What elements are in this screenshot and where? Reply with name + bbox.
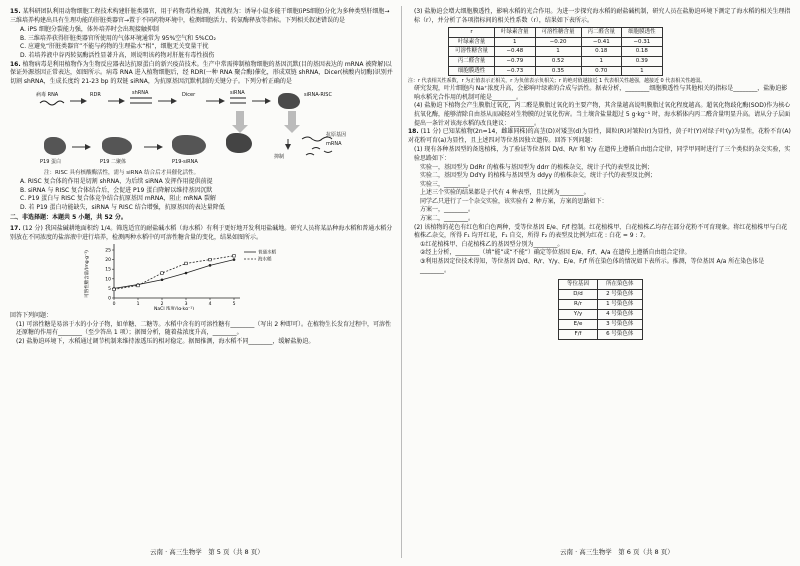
page-divider (401, 6, 402, 558)
q15-option-a: A. iPS 细胞分裂能力强，体外培养时会出现接触抑制 (20, 26, 159, 34)
y-tick-label: 10 (105, 277, 111, 283)
table-header-cell: 等位基因 (559, 280, 598, 290)
q18-line: 上述三个实验的结果都是子代有 4 种表型，且比例为________。 (420, 189, 590, 197)
y-tick-label: 15 (105, 267, 111, 273)
y-tick-label: 5 (108, 286, 111, 292)
table-cell: 1 (495, 37, 536, 47)
q16-note: 注：RISC 具有核酸酶活性，需与 siRNA 结合后才具催化活性。 (44, 170, 200, 177)
diagram-arrows (26, 89, 356, 167)
q18-line: 实验一，基因型为 DdRr 的植株与基因型为 ddrr 的植株杂交，统计子代的表型及比例； (420, 163, 654, 171)
q17-sub-2: (2) 盐胁迫环境下，水稻通过调节机制来维持渗透压的相对稳定。据图推测，海水稻不同________，缓解盐胁迫。 (16, 337, 315, 345)
table-cell: −0.31 (622, 37, 663, 47)
table-cell: R/r (559, 300, 598, 310)
table-header-cell: 细胞膜透性 (622, 28, 663, 38)
table-cell: 1 (581, 56, 622, 66)
q18-line: ③利用基因定位技术得知，等位基因 D/d、R/r、Y/y、E/e、F/f 所在染色体的情况如下表所示。推测，等位基因 A/a 所在染色体是________。 (420, 258, 765, 274)
label-p19-sirna: P19-siRNA (172, 159, 198, 166)
x-tick-label: 0 (112, 302, 116, 308)
series-line-2 (114, 256, 234, 290)
y-tick-label: 20 (105, 258, 111, 264)
table-cell: 1 号染色体 (598, 300, 643, 310)
table-row (449, 56, 663, 66)
p19-sirna-shape (172, 135, 206, 155)
data-point (137, 284, 140, 287)
table-header-cell: 丙二醛含量 (581, 28, 622, 38)
table-cell: 1 (622, 66, 663, 76)
y-axis-label: 可溶性糖含量/(mg·g⁻¹) (85, 250, 90, 298)
q15-number: 15. (10, 8, 21, 15)
q15-option-b: B. 三维培养获得肝脏类器官所使用的气体环境通常为 95%空气和 5%CO₂ (20, 34, 216, 42)
table-cell: 0.18 (622, 47, 663, 57)
q16-option-d: D. 若 P19 蛋白功能缺失，siRNA 与 RISC 结合增强，抗原基因的表达量降低 (20, 203, 225, 211)
table-cell: 6 号染色体 (598, 330, 643, 340)
label-p19-dimer: P19 二聚体 (100, 159, 126, 166)
q16-option-a: A. RISC 复合体的作用是切割 shRNA，为后续 siRNA 发挥作用提供前提 (20, 177, 213, 185)
label-rdr: RDR (90, 92, 101, 99)
q18-line: (2) 该植物的花色有红色和白色两种，受等位基因 E/e、F/f 控制。红花植株甲、白花植株乙均存在部分花粉不可育现象。将红花植株甲与白花植株乙杂交，所得 F₁ 均开红花，F₁ 自交，所得 F₂ 的表型及比例为红花 : 白花 = 9 : 7。 (414, 223, 788, 240)
left-page (10, 8, 394, 346)
table-cell: 细胞膜透性 (449, 66, 495, 76)
table-cell: 0.39 (622, 56, 663, 66)
q17-answer-intro: 回答下列问题： (10, 312, 53, 320)
table-header-row (449, 28, 663, 38)
section-2-heading: 二、非选择题：本题共 5 小题，共 52 分。 (10, 214, 127, 222)
table-header-cell: r (449, 28, 495, 38)
label-shrna: shRNA (132, 90, 149, 97)
data-point (185, 272, 188, 275)
label-inhibit: 抑制 (274, 154, 285, 161)
sugar-content-chart (80, 244, 310, 310)
q18-stem: 已知某植物(2n=14，雌雄同株)的高茎(D)对矮茎(d)为显性，圆粒(R)对皱粒(r)为显性，黄子叶(Y)对绿子叶(y)为显性，花粉不育(A)对花粉可育(a)为显性，且上述四对等位基因独立遗传。回答下列问题： (408, 128, 791, 144)
q17-sub-1: (1) 可溶性糖是易溶于水的小分子物，如单糖、二糖等。水稻中含有的可溶性糖有________（写出 2 种即可）。在植物生长发育过程中，可溶性还原糖的作用有________（至少答出 1 项）；据图分析，随着盐浓度升高，________。 (16, 320, 392, 337)
q15-stem: 某科研团队利用动物细胞工程技术构建肝脏类器官，用于药物毒性检测，其流程为：诱导小鼠多能干细胞(iPS细胞)分化为多种类型肝细胞→三维培养构建出具有生理功能的肝脏类器官→置于不同药物环境中，检测细胞活力、转氨酶释放等指标。下列相关叙述错误的是 (10, 8, 390, 24)
table-cell: 可溶性糖含量 (449, 47, 495, 57)
table-header-cell: 所在染色体 (598, 280, 643, 290)
table-cell: 叶绿素含量 (449, 37, 495, 47)
footer-page-6: 云南 · 高三生物学 第 6 页（共 8 页） (560, 548, 674, 556)
q17-sub-4: (4) 盐胁迫下植物会产生膜脂过氧化，丙二醛是膜脂过氧化的主要产物，其含量越高说明膜脂过氧化程度越高。超氧化物歧化酶(SOD)作为核心抗氧化酶，能够清除自由基从而减轻对生物膜的过氧化伤害。当土壤含盐量超过 5 g·kg⁻¹ 时，海水稻体内丙二醛含量明显升高。请从分子层面提出一条针对该海水稻的改良建议：________。 (414, 102, 791, 127)
table-row (449, 37, 663, 47)
table-cell: 1 (535, 47, 581, 57)
question-15 (10, 8, 394, 25)
table-row (559, 330, 643, 340)
q15-option-d: D. 若培养液中谷丙转氨酶活性显著升高，则说明该药物对肝脏有毒性损伤 (20, 51, 215, 59)
table-cell: D/d (559, 290, 598, 300)
q18-number: 18. (408, 128, 419, 136)
table-row (559, 310, 643, 320)
table-cell: −0.48 (495, 47, 536, 57)
q18-line: 实验三，________。 (420, 180, 475, 188)
p19-protein-shape (44, 137, 66, 155)
table-row (559, 290, 643, 300)
table-cell: 3 号染色体 (598, 320, 643, 330)
table-cell: −0.41 (581, 37, 622, 47)
q16-number: 16. (10, 60, 21, 68)
q17-number: 17. (10, 224, 21, 232)
q18-line: (1) 现有各种基因型的备选植株，为了验证等位基因 D/d、R/r 和 Y/y 在遗传上遵循自由组合定律，同学甲同时进行了三个类似的杂交实验，实验思路如下： (414, 146, 791, 162)
x-tick-label: 2 (160, 302, 164, 308)
table-cell: E/e (559, 320, 598, 330)
label-p19: P19 蛋白 (40, 159, 61, 166)
x-axis-label: NaCl 浓度/(g·kg⁻¹) (154, 307, 194, 311)
table-header-row (559, 280, 643, 290)
question-17 (10, 225, 394, 242)
data-point (161, 279, 164, 282)
sirna-duplex (230, 98, 246, 103)
q18-line: ①红花植株甲、白花植株乙的基因型分别为________。 (420, 240, 564, 248)
q16-option-b: B. siRNA 与 RISC 复合体结合后，会促进 P19 蛋白降解以维持基因沉默 (20, 186, 213, 194)
table-row (559, 300, 643, 310)
q18-line: ②经上分析，________（填“能”或“不能”）确定等位基因 E/e、F/f、A/a 在遗传上遵循自由组合定律。 (420, 249, 691, 257)
virus-rna-strand (40, 101, 64, 105)
question-18 (408, 128, 792, 145)
q18-line: 实验二，基因型为 DdYy 的植株与基因型为 ddyy 的植株杂交，统计子代的表型及比例； (420, 172, 656, 180)
table-cell: F/f (559, 330, 598, 340)
data-point (209, 264, 212, 267)
table-cell: 4 号染色体 (598, 310, 643, 320)
footer-page-5: 云南 · 高三生物学 第 5 页（共 8 页） (150, 548, 264, 556)
table-cell: 2 号染色体 (598, 290, 643, 300)
table-row (559, 320, 643, 330)
p19-dimer-shape (102, 137, 132, 155)
table-cell: Y/y (559, 310, 598, 320)
data-point (233, 258, 236, 261)
label-target-mrna: 抗原基因 mRNA (326, 132, 347, 147)
table-note: 注：r 代表相关性系数，r 为正值表示正相关，r 为负值表示负相关；r 的绝对值越接近 1 代表相关性越强，越接近 0 代表相关性越弱。 (408, 78, 706, 85)
data-point (185, 262, 188, 265)
table-cell: 丙二醛含量 (449, 56, 495, 66)
q18-line: 同学乙只进行了一个杂交实验，该实验有 2 种方案，方案的思路如下： (420, 197, 608, 205)
q17-sub-3: (3) 盐胁迫会增大细胞膜透性，影响水稻的光合作用。为进一步探究海水稻的耐盐碱机制，研究人员在盐胁迫环境下测定了海水稻的相关生理指标（r），并分析了各项指标间的相关性系数（r），结果如下表所示。 (414, 8, 791, 24)
q18-line: 方案二，________。 (420, 215, 475, 223)
table-cell: −0.20 (535, 37, 581, 47)
q17-points: (12 分) (22, 224, 43, 232)
table-cell: 0.18 (581, 47, 622, 57)
gene-silencing-diagram (26, 89, 394, 167)
table-cell: 0.52 (535, 56, 581, 66)
table-row (449, 47, 663, 57)
x-tick-label: 5 (232, 302, 236, 308)
q17-stem: 我国盐碱耕地面积约 1/4。筛选适宜的耐盐碱水稻（海水稻）有利于更好地开发利用盐碱地。研究人员将某品种海水稻和普通水稻分别放在不同浓度的盐溶液中进行培养，检测两种水稻中的可溶性糖含量的变化，结果如图所示。 (10, 224, 393, 241)
x-tick-label: 3 (184, 302, 188, 308)
x-tick-label: 1 (136, 302, 140, 308)
question-16 (10, 61, 394, 87)
data-point (113, 288, 116, 291)
series-line-1 (114, 260, 234, 289)
label-sirna: siRNA (230, 90, 245, 97)
q16-option-c: C. P19 蛋白与 RISC 复合体竞争结合抗原基因 mRNA，阻止 mRNA 裂解 (20, 195, 216, 203)
data-point (233, 255, 236, 258)
y-tick-label: 25 (105, 248, 111, 254)
table-row (449, 66, 663, 76)
label-virus-rna: 病毒 RNA (36, 92, 59, 99)
q16-stem: 植物病毒是利用植物作为生物反应器表达抗原蛋白的新兴疫苗技术。生产中常需抑制植物细胞的基因沉默(目的基因表达的 mRNA 被降解)以保证外源基因正常表达，如图所示。病毒 RNA 进入植物细胞后，经 RDR(一种 RNA 聚合酶)催化，形成双链 shRNA，Dicer(核酸内切酶)识别并切割 shRNA，生成长度约 21-23 bp 的双链 siRNA，为抗原基因沉默机制的关键分子。下列分析正确的是 (10, 60, 393, 85)
legend-label: 海水稻 (258, 257, 272, 263)
risc-complex-shape (278, 93, 300, 109)
table-header-cell: 叶绿素含量 (495, 28, 536, 38)
table-cell: 0.70 (581, 66, 622, 76)
label-dicer: Dicer (182, 92, 196, 99)
p19-risc-shape (226, 133, 252, 153)
data-point (209, 258, 212, 261)
q17-sub-3b: 研究发现，叶片细胞内 Na⁺浓度升高，会影响叶绿素的合成与活性。据表分析，________细胞膜透性与其他相关的指标是________，盐胁迫影响水稻光合作用的机制可能是________。 (414, 85, 788, 101)
q18-line: 方案一，________。 (420, 206, 475, 214)
table-cell: −0.79 (495, 56, 536, 66)
data-point (161, 272, 164, 275)
chart-svg (80, 244, 310, 310)
label-sirna-risc: siRNA-RISC (304, 92, 332, 99)
shrna-duplex (130, 98, 152, 103)
gene-chromosome-table (558, 279, 643, 340)
table-header-cell: 可溶性糖含量 (535, 28, 581, 38)
legend-label: 普通水稻 (258, 250, 276, 256)
q15-option-c: C. 应避免“肝脏类器官”不能与药物的生理盐水“相”，细胞无关变量干扰 (20, 43, 209, 51)
correlation-table (448, 27, 663, 76)
y-tick-label: 0 (108, 296, 111, 302)
q18-points: (11 分) (420, 128, 441, 136)
right-page (408, 8, 792, 340)
table-cell: 0.35 (535, 66, 581, 76)
x-tick-label: 4 (208, 302, 212, 308)
table-cell: −0.73 (495, 66, 536, 76)
